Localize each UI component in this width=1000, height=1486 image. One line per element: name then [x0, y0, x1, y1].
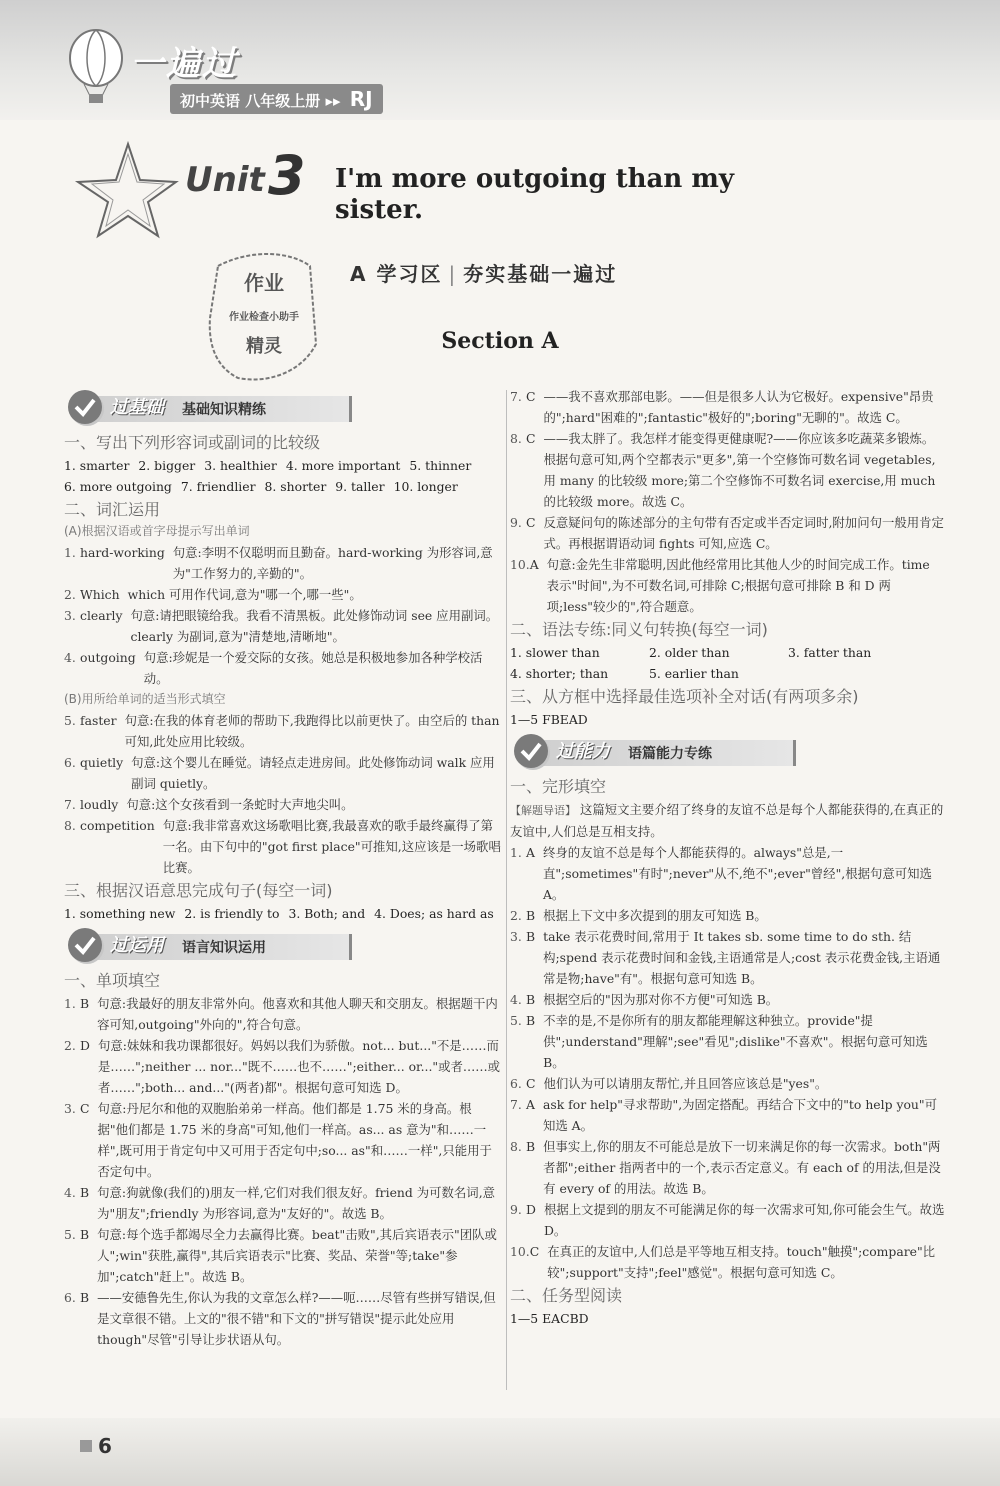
item-answer: B — [80, 1185, 90, 1200]
item-explanation: ——安德鲁先生,你认为我的文章怎么样?——呃……尽管有些拼写错误,但是文章很不错。上文的"很不错"和下文的"拼写错误"提示此处应用 though"尽管"引导让步状语从句。 — [97, 1290, 496, 1347]
check-icon — [74, 935, 96, 955]
item-number: 6. — [64, 755, 76, 770]
tip-text: 这篇短文主要介绍了终身的友谊不总是每个人都能获得的,在真正的友谊中,人们总是互相支持。 — [510, 802, 944, 839]
part7-heading: 一、完形填空 — [510, 777, 607, 796]
item-answer: hard-working — [80, 545, 165, 560]
item-number: 7. — [510, 1097, 522, 1112]
item-answer: B — [526, 1139, 536, 1154]
item-answer: C — [526, 1076, 536, 1091]
arrows-icon: ▸▸ — [325, 92, 341, 110]
item-explanation: 根据空后的"因为那对你不方便"可知选 B。 — [543, 992, 779, 1007]
list-item — [510, 905, 946, 926]
item-explanation: 他们认为可以请朋友帮忙,并且回答应该总是"yes"。 — [543, 1076, 828, 1091]
check-icon — [74, 397, 96, 417]
item-number: 10. — [510, 1244, 530, 1259]
list-item — [510, 512, 946, 554]
answer: 2. older than — [649, 645, 730, 660]
list-item — [64, 993, 502, 1035]
item-answer: B — [526, 908, 536, 923]
item-answer: outgoing — [80, 650, 136, 665]
zone-letter: A — [350, 262, 368, 286]
banner-ability — [510, 732, 946, 772]
part3-heading: 三、根据汉语意思完成句子(每空一词) — [64, 881, 333, 900]
answer: 8. shorter — [264, 479, 327, 494]
item-answer: C — [529, 1244, 540, 1259]
unit-number: 3 — [268, 144, 306, 207]
item-number: 5. — [510, 1013, 522, 1028]
list-item — [64, 752, 502, 794]
check-icon — [520, 741, 542, 761]
check-badge — [68, 390, 102, 424]
part6-heading: 三、从方框中选择最佳选项补全对话(有两项多余) — [510, 687, 859, 706]
page-marker — [80, 1440, 92, 1452]
part8-answer: 1—5 EACBD — [510, 1311, 589, 1326]
answer-row — [64, 903, 502, 924]
part5-heading: 二、语法专练:同义句转换(每空一词) — [510, 620, 768, 639]
item-explanation: take 表示花费时间,常用于 It takes sb. some time to do sth. 结构;spend 表示花费时间和金钱,主语通常是人;cost 表示花费金钱,主语通常是物;have"有"。根据句意可知选 B。 — [543, 929, 941, 986]
list-item — [510, 386, 946, 428]
answer: 1. smarter — [64, 458, 130, 473]
item-explanation: 句意:妹妹和我功课都很好。妈妈以我们为骄傲。not... but..."不是……而是……";neither ... nor..."既不……也不……";either... or..."或者……或者……";both... and..."(两者)都"。根据句意可知选 D。 — [97, 1038, 501, 1095]
item-number: 10. — [510, 557, 530, 572]
book-subtitle — [170, 84, 383, 114]
item-explanation: 根据上文提到的朋友不可能满足你的每一次需求可知,你可能会生气。故选 D。 — [543, 1202, 945, 1238]
banner-main-text: 过运用 — [110, 935, 164, 956]
list-item — [510, 1241, 946, 1283]
edition-label: RJ — [349, 87, 373, 111]
check-badge — [68, 928, 102, 962]
list-item — [510, 1010, 946, 1073]
book-subtitle-text: 初中英语 八年级上册 — [180, 92, 321, 110]
list-item — [510, 926, 946, 989]
answer: 4. Does; as hard as — [374, 906, 494, 921]
item-explanation: 句意:金先生非常聪明,因此他经常用比其他人少的时间完成工作。time 表示"时间",为不可数名词,可排除 C;根据句意可排除 B 和 D 两项;less"较少的",符合题意。 — [546, 557, 930, 614]
check-badge — [514, 734, 548, 768]
list-item — [510, 1136, 946, 1199]
item-number: 4. — [64, 650, 76, 665]
list-item — [64, 1098, 502, 1182]
part2-sub-a: (A)根据汉语或首字母提示写出单词 — [64, 524, 250, 538]
zone-slogan: 夯实基础一遍过 — [463, 262, 618, 286]
item-number: 5. — [64, 713, 76, 728]
list-item — [64, 542, 502, 584]
item-explanation: 句意:我最好的朋友非常外向。他喜欢和其他人聊天和交朋友。根据题干内容可知,outgoing"外向的",符合句意。 — [97, 996, 498, 1032]
item-number: 1. — [64, 996, 76, 1011]
list-item — [64, 1224, 502, 1287]
answer: 5. earlier than — [649, 666, 739, 681]
answer: 1. slower than — [510, 645, 600, 660]
item-number: 1. — [64, 545, 76, 560]
zone-name: 学习区 — [376, 262, 443, 286]
item-answer: faster — [80, 713, 117, 728]
item-explanation: 终身的友谊不总是每个人都能获得的。always"总是,一直";sometimes"有时";never"从不,绝不";ever"曾经",根据句意可知选 A。 — [542, 845, 932, 902]
answer: 4. shorter; than — [510, 666, 609, 681]
item-explanation: 根据上下文中多次提到的朋友可知选 B。 — [543, 908, 767, 923]
item-explanation: 在真正的友谊中,人们总是平等地互相支持。touch"触摸";compare"比较";support"支持";feel"感觉"。根据句意可知选 C。 — [547, 1244, 936, 1280]
item-answer: clearly — [80, 608, 123, 623]
banner-main-text: 过能力 — [556, 741, 610, 762]
list-item — [510, 989, 946, 1010]
item-explanation: 反意疑问句的陈述部分的主句带有否定或半否定词时,附加问句一般用肯定式。再根据谓语动词 fights 可知,应选 C。 — [543, 515, 944, 551]
unit-title — [70, 140, 770, 240]
list-item — [64, 1182, 502, 1224]
item-answer: loudly — [80, 797, 119, 812]
item-explanation: which 可用作代词,意为"哪一个,哪一些"。 — [127, 587, 362, 602]
item-explanation: 句意:李明不仅聪明而且勤奋。hard-working 为形容词,意为"工作努力的,辛勤的"。 — [172, 545, 493, 581]
right-column — [510, 386, 946, 1329]
page-number: 6 — [98, 1434, 112, 1458]
item-explanation: ——我太胖了。我怎样才能变得更健康呢?——你应该多吃蔬菜多锻炼。根据句意可知,两个空都表示"更多",第一个空修饰可数名词 vegetables,用 many 的比较级 more;第二个空修饰不可数名词 exercise,用 much 的比较级 more。故选 C。 — [543, 431, 936, 509]
banner-usage — [64, 926, 502, 966]
answer: 1. something new — [64, 906, 176, 921]
answer-row — [64, 455, 502, 476]
list-item — [510, 554, 946, 617]
stamp-line-1: 作业 — [244, 271, 284, 295]
item-answer: C — [526, 389, 536, 404]
item-answer: C — [526, 431, 536, 446]
section-title: Section A — [441, 328, 559, 354]
stamp-line-3: 精灵 — [246, 336, 282, 357]
item-explanation: 句意:每个选手都竭尽全力去赢得比赛。beat"击败",其后宾语表示"团队或人";win"获胜,赢得",其后宾语表示"比赛、奖品、荣誉"等;take"参加";catch"赶上"。故选 B。 — [97, 1227, 497, 1284]
part1-heading: 一、写出下列形容词或副词的比较级 — [64, 433, 321, 452]
item-answer: B — [80, 996, 90, 1011]
item-number: 8. — [64, 818, 76, 833]
item-number: 8. — [510, 1139, 522, 1154]
item-answer: A — [526, 1097, 535, 1112]
item-number: 6. — [510, 1076, 522, 1091]
item-explanation: 句意:在我的体育老师的帮助下,我跑得比以前更快了。由空后的 than 可知,此处应用比较级。 — [124, 713, 500, 749]
list-item — [64, 815, 502, 878]
item-number: 3. — [64, 1101, 76, 1116]
answer: 3. healthier — [204, 458, 277, 473]
answer: 9. taller — [335, 479, 385, 494]
answer: 5. thinner — [409, 458, 472, 473]
item-answer: C — [80, 1101, 90, 1116]
part8-heading: 二、任务型阅读 — [510, 1286, 623, 1305]
part2-sub-b: (B)用所给单词的适当形式填空 — [64, 692, 226, 706]
item-number: 9. — [510, 1202, 522, 1217]
item-number: 3. — [510, 929, 522, 944]
item-number: 7. — [64, 797, 76, 812]
item-answer: B — [526, 929, 536, 944]
list-item — [64, 584, 502, 605]
list-item — [64, 1035, 502, 1098]
unit-word: Unit — [185, 160, 265, 200]
item-answer: Which — [80, 587, 120, 602]
part2-heading: 二、词汇运用 — [64, 500, 161, 519]
item-explanation: 句意:珍妮是一个爱交际的女孩。她总是积极地参加各种学校活动。 — [143, 650, 483, 686]
list-item — [510, 1073, 946, 1094]
list-item — [510, 428, 946, 512]
item-answer: D — [80, 1038, 90, 1053]
column-divider — [506, 390, 507, 1390]
homework-helper-stamp — [198, 248, 328, 388]
item-explanation: 但事实上,你的朋友不可能总是放下一切来满足你的每一次需求。both"两者都";either 指两者中的一个,表示否定意义。有 each of 的用法,但是没有 every of 的用法。故选 B。 — [543, 1139, 941, 1196]
brand-title: 一遍过 — [130, 44, 238, 84]
answer: 7. friendlier — [180, 479, 256, 494]
list-item — [64, 794, 502, 815]
list-item — [64, 1287, 502, 1350]
stamp-line-2: 作业检查小助手 — [229, 312, 299, 323]
answer: 2. bigger — [138, 458, 196, 473]
banner-sub-text: 基础知识精练 — [182, 402, 266, 418]
balloon-icon — [60, 28, 132, 108]
list-item — [64, 647, 502, 689]
answer: 10. longer — [393, 479, 458, 494]
answer-row — [510, 642, 946, 663]
reading-tip — [510, 799, 946, 842]
item-explanation: ——我不喜欢那部电影。——但是很多人认为它极好。expensive"昂贵的";hard"困难的";fantastic"极好的";boring"无聊的"。故选 C。 — [543, 389, 934, 425]
unit-name: I'm more outgoing than my sister. — [335, 164, 734, 225]
item-explanation: 句意:丹尼尔和他的双胞胎弟弟一样高。他们都是 1.75 米的身高。根据"他们都是 1.75 米的身高"可知,他们一样高。as... as 意为"和……一样",既可用于肯定句中又可用于否定句中;so... as"和……一样",只能用于否定句中。 — [97, 1101, 492, 1179]
banner-sub-text: 语篇能力专练 — [628, 746, 712, 762]
list-item — [510, 842, 946, 905]
item-number: 4. — [64, 1185, 76, 1200]
item-answer: B — [526, 992, 536, 1007]
tip-tag: 【解题导语】 — [510, 804, 576, 817]
item-answer: competition — [80, 818, 155, 833]
item-answer: A — [526, 845, 535, 860]
item-number: 2. — [64, 587, 76, 602]
left-column — [64, 386, 502, 1350]
answer: 6. more outgoing — [64, 479, 172, 494]
item-answer: B — [80, 1227, 90, 1242]
item-answer: B — [526, 1013, 536, 1028]
item-answer: B — [80, 1290, 90, 1305]
item-explanation: 句意:狗就像(我们的)朋友一样,它们对我们很友好。friend 为可数名词,意为"朋友";friendly 为形容词,意为"友好的"。故选 B。 — [97, 1185, 496, 1221]
answer: 2. is friendly to — [184, 906, 280, 921]
item-number: 4. — [510, 992, 522, 1007]
list-item — [510, 1199, 946, 1241]
part6-answer: 1—5 FBEAD — [510, 712, 588, 727]
item-number: 3. — [64, 608, 76, 623]
list-item — [64, 605, 502, 647]
item-explanation: 不幸的是,不是你所有的朋友都能理解这种独立。provide"提供";understand"理解";see"看见";dislike"不喜欢"。根据句意可知选 B。 — [543, 1013, 928, 1070]
answer-row — [64, 476, 502, 497]
item-number: 5. — [64, 1227, 76, 1242]
answer: 3. Both; and — [288, 906, 366, 921]
item-answer: D — [526, 1202, 536, 1217]
banner-main-text: 过基础 — [110, 397, 164, 418]
item-number: 2. — [64, 1038, 76, 1053]
item-number: 2. — [510, 908, 522, 923]
answer: 4. more important — [285, 458, 401, 473]
item-explanation: 句意:我非常喜欢这场歌唱比赛,我最喜欢的歌手最终赢得了第一名。由下句中的"got first place"可推知,这应该是一场歌唱比赛。 — [162, 818, 501, 875]
item-explanation: ask for help"寻求帮助",为固定搭配。再结合下文中的"to help you"可知选 A。 — [542, 1097, 937, 1133]
footer-band — [0, 1418, 1000, 1486]
item-number: 7. — [510, 389, 522, 404]
zone-title — [350, 258, 617, 287]
answer-row — [510, 663, 946, 684]
item-answer: C — [526, 515, 536, 530]
answer: 3. fatter than — [788, 645, 872, 660]
item-number: 6. — [64, 1290, 76, 1305]
zone-separator: | — [448, 262, 458, 286]
item-explanation: 句意:这个女孩看到一条蛇时大声地尖叫。 — [126, 797, 354, 812]
list-item — [64, 710, 502, 752]
star-icon — [70, 140, 180, 240]
item-number: 1. — [510, 845, 522, 860]
banner-basics — [64, 388, 502, 428]
banner-sub-text: 语言知识运用 — [182, 940, 266, 956]
part4-heading: 一、单项填空 — [64, 971, 161, 990]
item-number: 9. — [510, 515, 522, 530]
item-explanation: 句意:这个婴儿在睡觉。请轻点走进房间。此处修饰动词 walk 应用副词 quietly。 — [131, 755, 495, 791]
item-answer: quietly — [80, 755, 124, 770]
item-answer: A — [529, 557, 539, 572]
item-explanation: 句意:请把眼镜给我。我看不清黑板。此处修饰动词 see 应用副词。clearly 为副词,意为"清楚地,清晰地"。 — [130, 608, 499, 644]
item-number: 8. — [510, 431, 522, 446]
list-item — [510, 1094, 946, 1136]
